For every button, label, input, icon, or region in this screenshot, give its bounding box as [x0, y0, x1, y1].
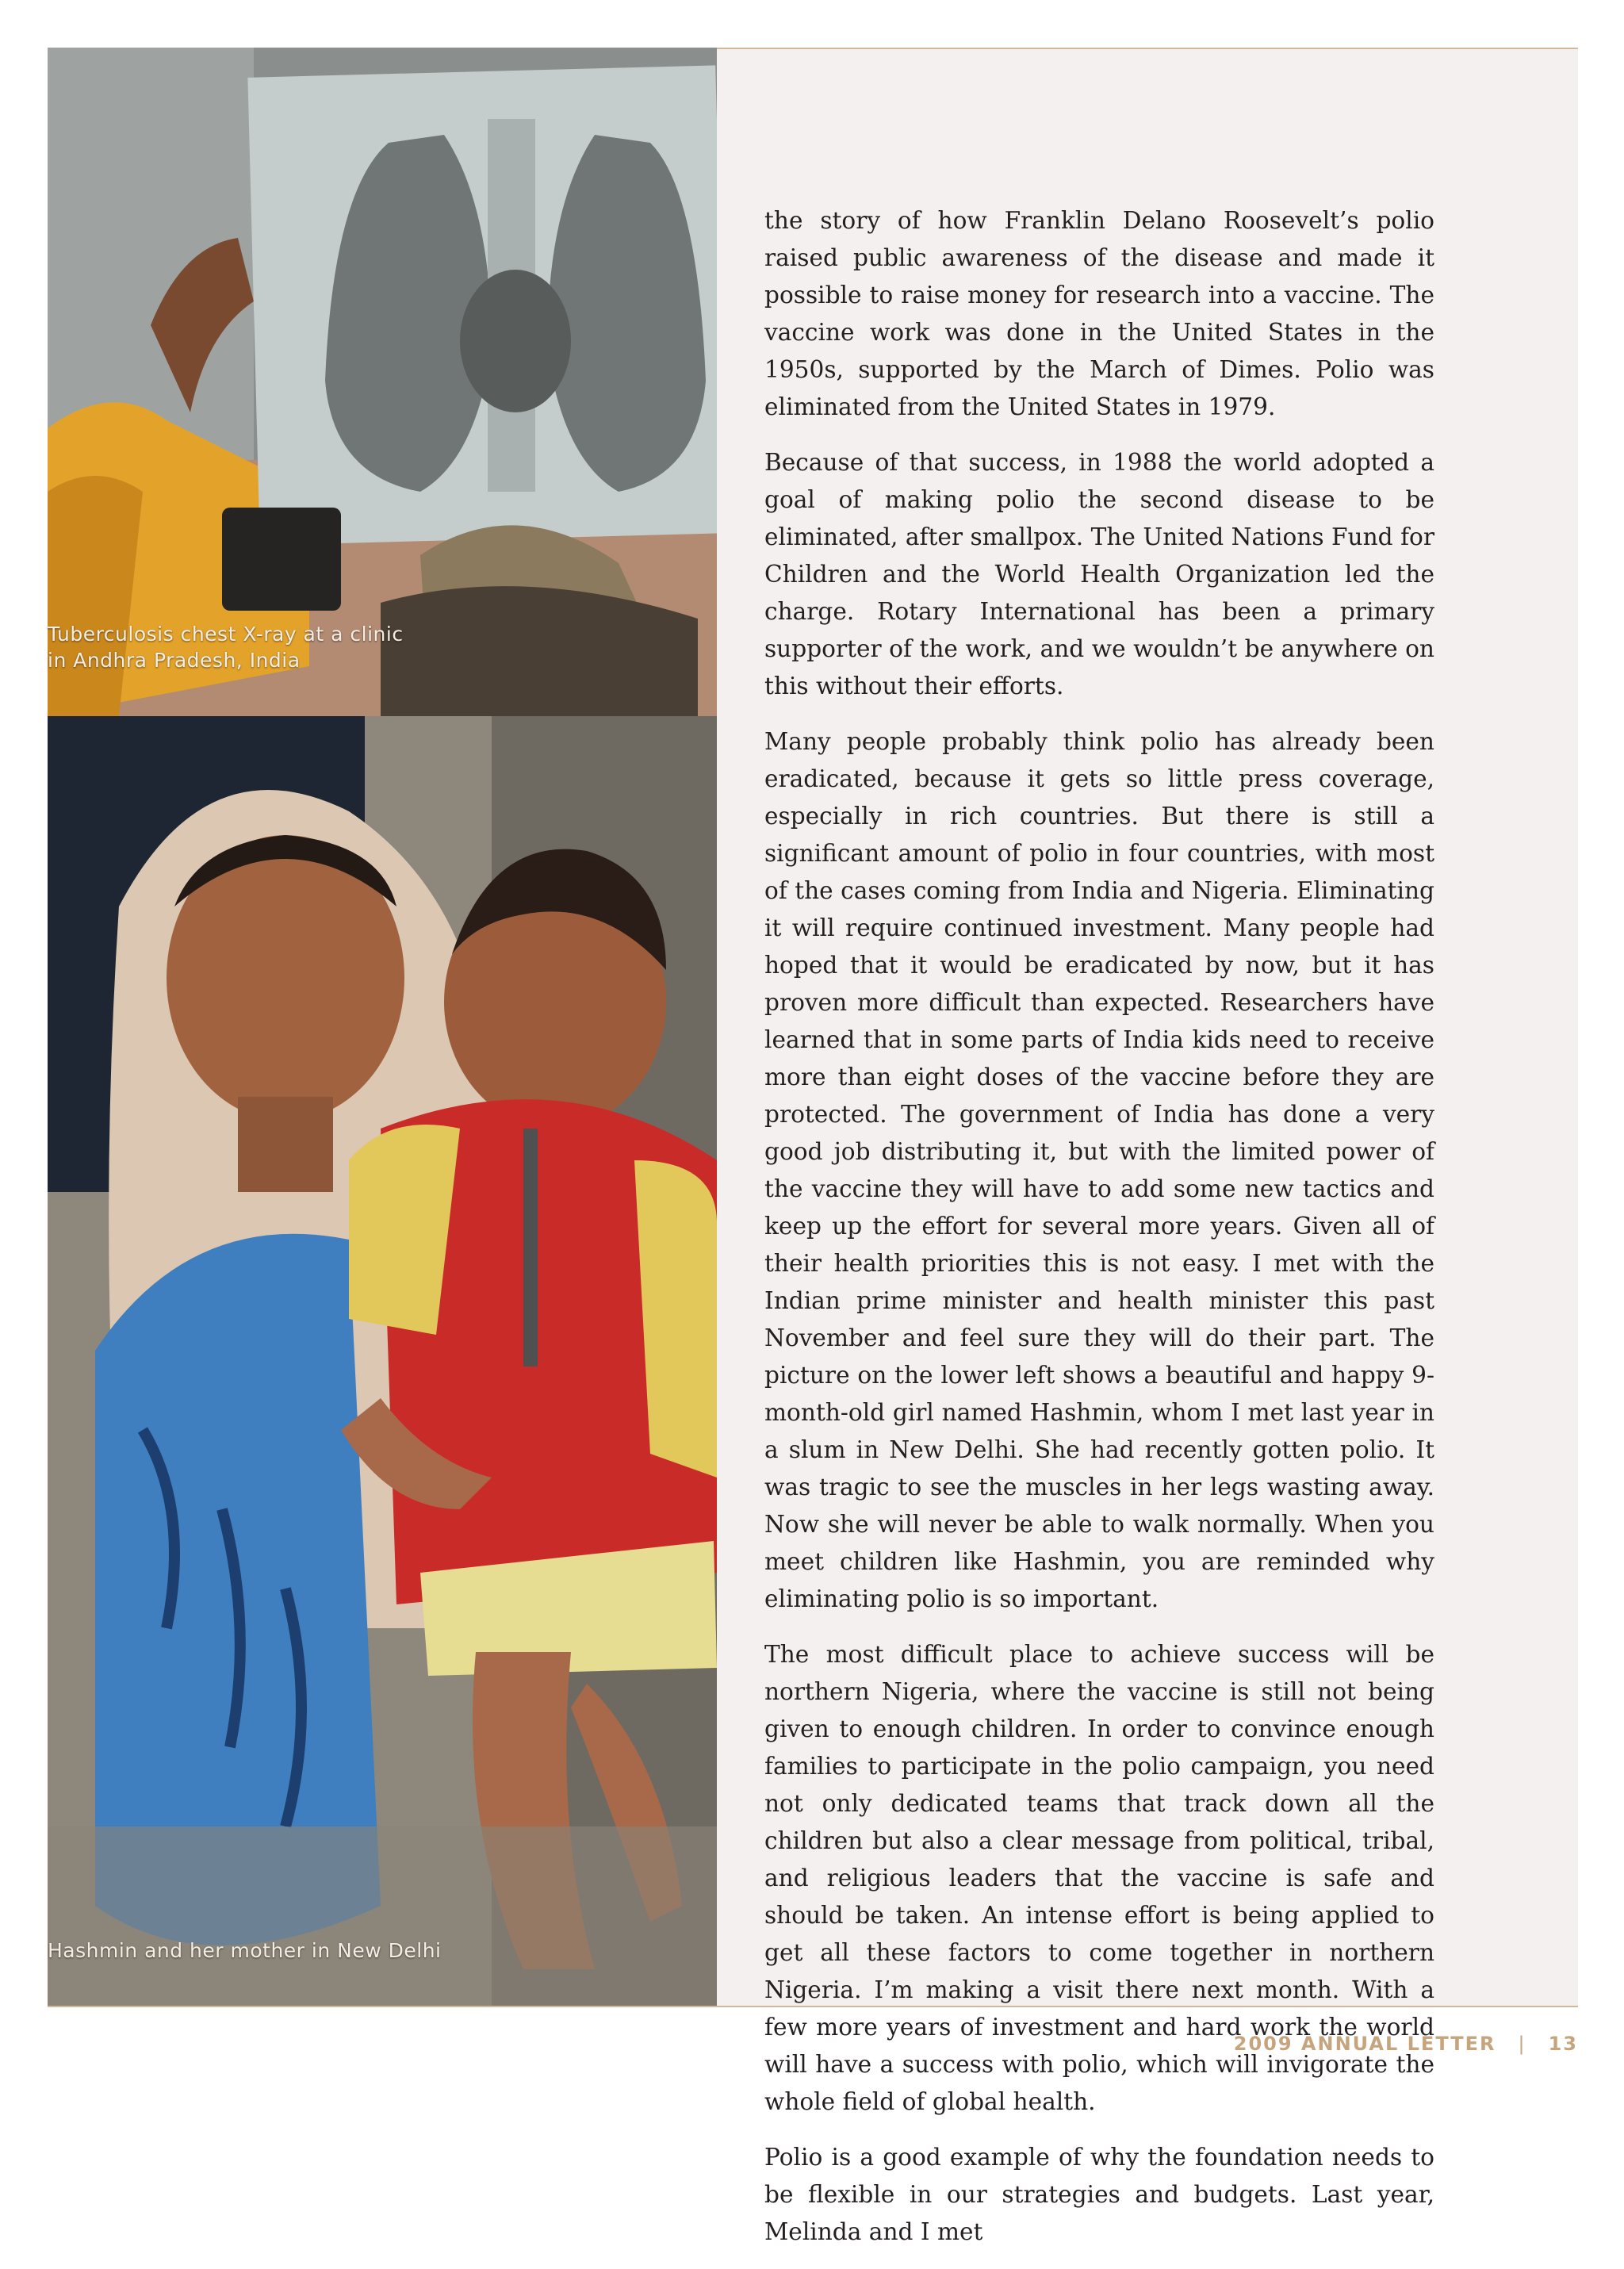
article-paragraph-1: the story of how Franklin Delano Roosevelt’s polio raised public awareness of the disease and made it possible to raise money for research into a vaccine. The vaccine work was done in the United States in the 1950s, supported by the March of Dimes. Polio was eliminated from the United States in 1979. — [764, 207, 1434, 420]
publication-title: 2009 ANNUAL LETTER — [1233, 2033, 1496, 2055]
article-paragraph-3: Many people probably think polio has already been eradicated, because it gets so little press coverage, especially in rich countries. But there is still a significant amount of polio in four countries, with most of the cases coming from India and Nigeria. Eliminating it will require continued investment. Many people had hoped that it would be eradicated by now, but it has proven more difficult than expected. Researchers have learned that in some parts of India kids need to receive more than eight doses of the vaccine before they are protected. The government of India has done a very good job distributing it, but with the limited power of the vaccine they will have to add some new tactics and keep up the effort for several more years. Given all of their health priorities this is not easy. I met with the Indian prime minister and health minister this past November and feel sure they will do their part. The picture on the lower left shows a beautiful and happy 9-month-old girl named Hashmin, whom I met last year in a slum in New Delhi. She had recently gotten polio. It was tragic to see the muscles in her legs wasting away. Now she will never be able to walk normally. When you meet children like Hashmin, you are reminded why eliminating polio is so important. — [764, 728, 1434, 1612]
page-footer — [1234, 2033, 1578, 2055]
article-paragraph-4: The most difficult place to achieve success will be northern Nigeria, where the vaccine is still not being given to enough children. In order to convince enough families to participate in the polio campaign, you need not only dedicated teams that track down all the children but also a clear message from political, tribal, and religious leaders that the vaccine is safe and should be taken. An intense effort is being applied to get all these factors to come together in northern Nigeria. I’m making a visit there next month. With a few more years of investment and hard work the world will have a success with polio, which will invigorate the whole field of global health. — [764, 1641, 1434, 2115]
xray-photo — [48, 48, 717, 716]
xray-photo-illustration — [48, 48, 717, 716]
xray-photo-caption: Tuberculosis chest X-ray at a clinic in Andhra Pradesh, India — [48, 623, 404, 672]
article-body — [764, 202, 1434, 2269]
hashmin-photo-caption: Hashmin and her mother in New Delhi — [48, 1939, 442, 1962]
article-paragraph-5: Polio is a good example of why the foundation needs to be flexible in our strategies and budgets. Last year, Melinda and I met — [764, 2144, 1434, 2245]
bottom-rule — [48, 2006, 1578, 2007]
footer-separator: | — [1518, 2033, 1526, 2055]
hashmin-photo-illustration — [48, 716, 717, 2006]
page-number: 13 — [1548, 2033, 1578, 2055]
hashmin-photo — [48, 716, 717, 2006]
article-paragraph-2: Because of that success, in 1988 the world adopted a goal of making polio the second disease to be eliminated, after smallpox. The United Nations Fund for Children and the World Health Organization led the charge. Rotary International has been a primary supporter of the work, and we wouldn’t be anywhere on this without their efforts. — [764, 449, 1434, 699]
